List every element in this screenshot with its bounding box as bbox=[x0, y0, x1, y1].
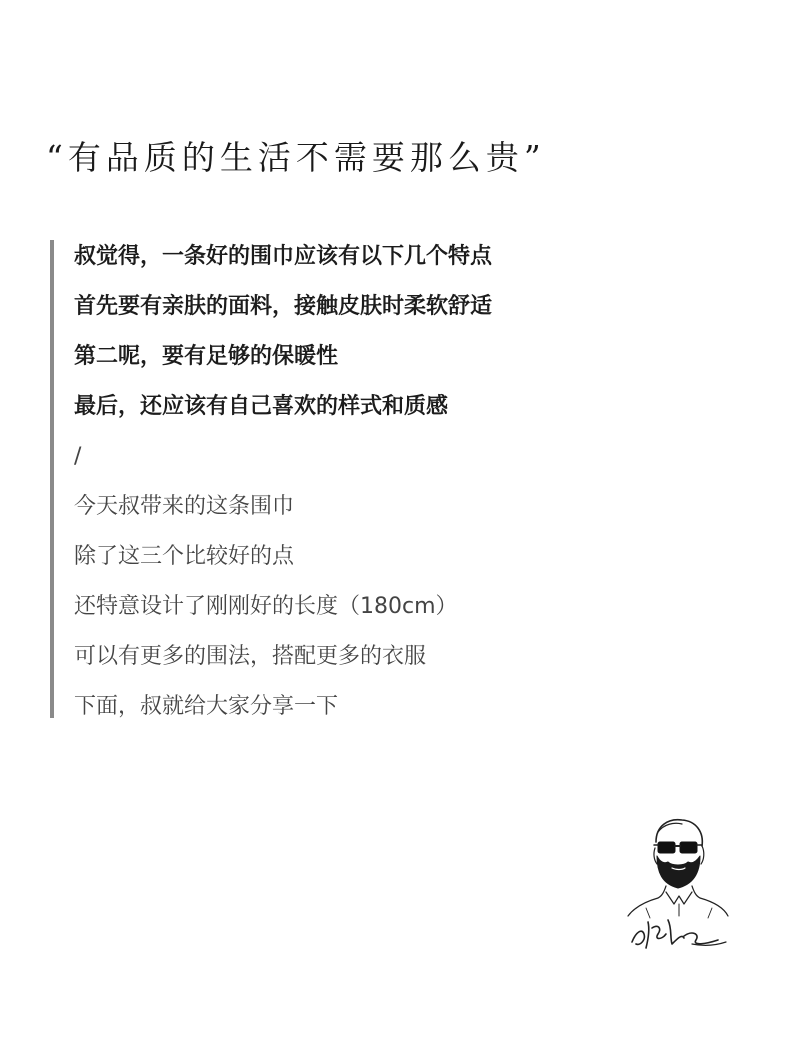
page-title: “有品质的生活不需要那么贵” bbox=[46, 138, 546, 177]
avatar-sketch-icon bbox=[622, 812, 734, 957]
intro-line-3: 第二呢，要有足够的保暖性 bbox=[74, 344, 339, 369]
body-line-2: 除了这三个比较好的点 bbox=[74, 544, 295, 569]
quote-block bbox=[50, 240, 674, 718]
intro-line-2: 首先要有亲肤的面料，接触皮肤时柔软舒适 bbox=[74, 294, 493, 319]
body-line-1: 今天叔带来的这条围巾 bbox=[74, 494, 295, 519]
intro-line-4: 最后，还应该有自己喜欢的样式和质感 bbox=[74, 394, 449, 419]
separator: / bbox=[74, 444, 82, 469]
body-line-3: 还特意设计了刚刚好的长度（180cm） bbox=[74, 594, 458, 619]
intro-line-1: 叔觉得，一条好的围巾应该有以下几个特点 bbox=[74, 244, 493, 269]
body-line-4: 可以有更多的围法，搭配更多的衣服 bbox=[74, 644, 427, 669]
body-line-5: 下面，叔就给大家分享一下 bbox=[74, 694, 339, 719]
quote-lines bbox=[74, 240, 674, 740]
